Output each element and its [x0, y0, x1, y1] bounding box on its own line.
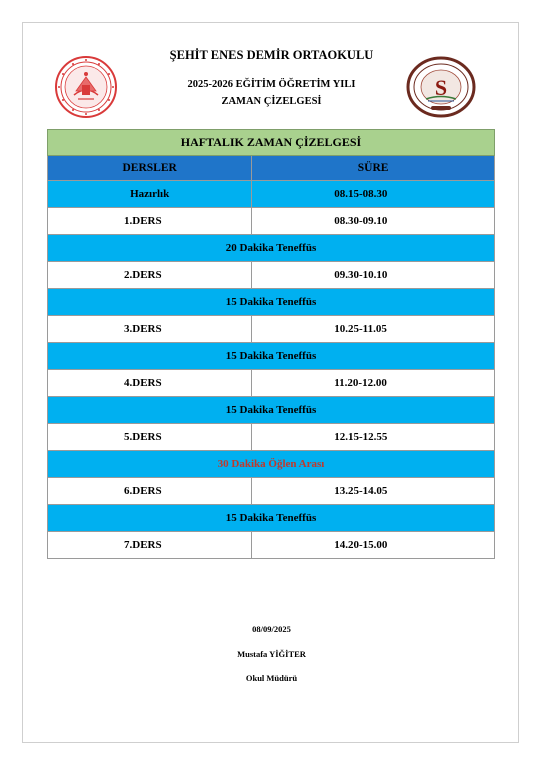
column-header-time: SÜRE [252, 156, 495, 181]
lesson-row [48, 262, 495, 289]
break-row [48, 505, 495, 532]
lesson-time: 10.25-11.05 [252, 316, 495, 343]
lesson-time: 11.20-12.00 [252, 370, 495, 397]
lesson-row [48, 478, 495, 505]
break-label: 20 Dakika Teneffüs [48, 235, 495, 262]
lesson-time: 08.30-09.10 [252, 208, 495, 235]
preparation-row [48, 181, 495, 208]
document-title: ZAMAN ÇİZELGESİ [221, 96, 322, 107]
table-header-row [48, 156, 495, 181]
lesson-name: 3.DERS [48, 316, 252, 343]
lesson-name: 2.DERS [48, 262, 252, 289]
lesson-time: 13.25-14.05 [252, 478, 495, 505]
lesson-row [48, 532, 495, 559]
lesson-row [48, 370, 495, 397]
lesson-row [48, 208, 495, 235]
break-row [48, 343, 495, 370]
lunch-break-label: 30 Dakika Öğlen Arası [48, 451, 495, 478]
lesson-name: 4.DERS [48, 370, 252, 397]
lesson-row [48, 316, 495, 343]
break-label: 15 Dakika Teneffüs [48, 505, 495, 532]
break-row [48, 235, 495, 262]
lesson-time: 14.20-15.00 [252, 532, 495, 559]
academic-year: 2025-2026 EĞİTİM ÖĞRETİM YILI [187, 79, 356, 90]
column-header-lessons: DERSLER [48, 156, 252, 181]
lesson-name: 7.DERS [48, 532, 252, 559]
lunch-break-row [48, 451, 495, 478]
lesson-name: 6.DERS [48, 478, 252, 505]
lesson-time: 08.15-08.30 [252, 181, 495, 208]
break-row [48, 289, 495, 316]
break-label: 15 Dakika Teneffüs [48, 397, 495, 424]
break-label: 15 Dakika Teneffüs [48, 343, 495, 370]
lesson-name: Hazırlık [48, 181, 252, 208]
schedule-table [47, 129, 495, 559]
svg-text:S: S [434, 75, 448, 100]
principal-role: Okul Müdürü [245, 673, 298, 683]
lesson-time: 09.30-10.10 [252, 262, 495, 289]
break-row [48, 397, 495, 424]
footer-date: 08/09/2025 [252, 624, 291, 634]
school-name: ŞEHİT ENES DEMİR ORTAOKULU [169, 48, 374, 62]
lesson-name: 5.DERS [48, 424, 252, 451]
principal-name: Mustafa YİĞİTER [237, 649, 306, 659]
lesson-row [48, 424, 495, 451]
table-title-row [48, 130, 495, 156]
lesson-name: 1.DERS [48, 208, 252, 235]
lesson-time: 12.15-12.55 [252, 424, 495, 451]
break-label: 15 Dakika Teneffüs [48, 289, 495, 316]
table-title: HAFTALIK ZAMAN ÇİZELGESİ [48, 130, 495, 156]
